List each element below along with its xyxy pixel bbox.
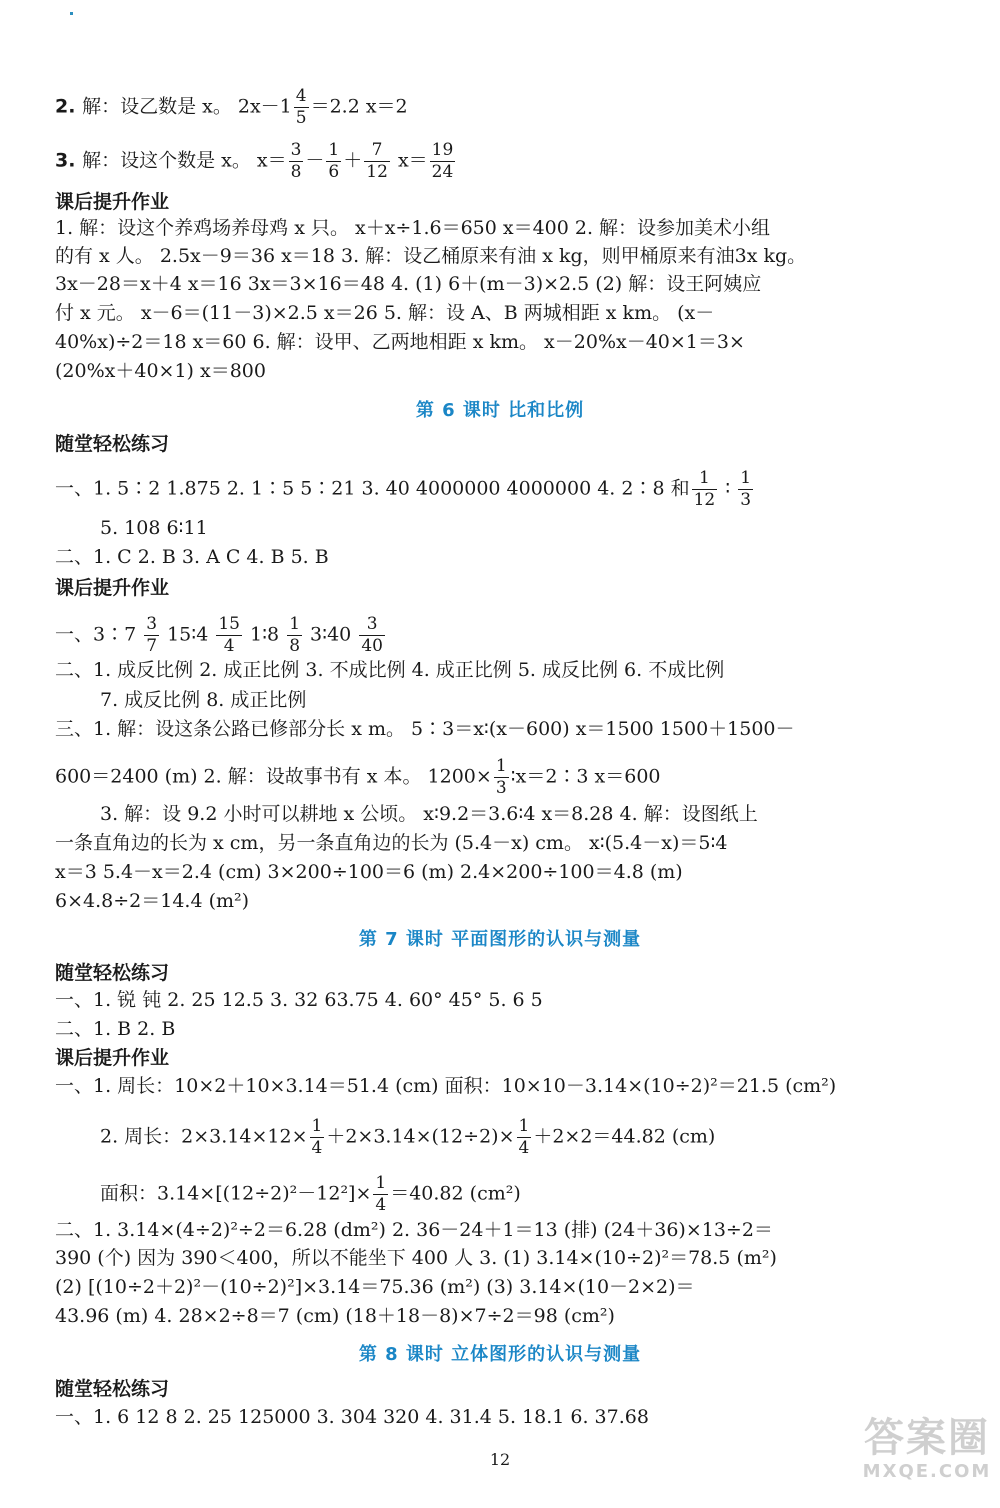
subsection-heading: 随堂轻松练习 [55,433,170,455]
numerator: 1 [495,756,507,776]
section-title: 第 6 课时 比和比例 [415,400,585,421]
numerator: 1 [311,1116,323,1136]
fraction [294,88,309,127]
numerator: 1 [289,614,301,634]
numerator: 4 [295,86,307,106]
answer-line: 40%x)÷2＝18 x＝60 6. 解：设甲、乙两地相距 x km。 x－20%x－40×1＝3× [55,331,745,353]
denominator: 4 [518,1138,530,1158]
fraction [494,758,509,797]
equation-text: x＝ [391,149,428,172]
answer-text: ∶x＝2∶3 x＝600 [510,765,661,788]
answer-text: ＋2×3.14×(12÷2)× [326,1125,515,1148]
answer-line: 二、1. C 2. B 3. A C 4. B 5. B [55,546,329,568]
denominator: 4 [311,1138,323,1158]
fraction [289,142,304,181]
answer-line [55,470,1000,509]
answer-line: 二、1. B 2. B [55,1018,176,1040]
answer-text: 15∶4 [161,623,215,646]
denominator: 5 [295,108,307,128]
denominator: 40 [361,636,383,656]
fraction [364,142,390,181]
answer-line: 一、1. 锐 钝 2. 25 12.5 3. 32 63.75 4. 60° 45° 5. 6 5 [55,989,543,1011]
fraction [326,142,341,181]
answer-text: 一、1. 5∶2 1.875 2. 1∶5 5∶21 3. 40 4000000 4000000 4. 2∶8 和 [55,477,690,500]
fraction [216,616,242,655]
fraction [517,1118,532,1157]
answer-line: 43.96 (m) 4. 28×2÷8＝7 (cm) (18＋18－8)×7÷2＝98 (cm²) [55,1305,615,1327]
numerator: 1 [328,140,340,160]
corner-mark [70,12,73,15]
subsection-heading: 课后提升作业 [55,577,170,599]
fraction [144,616,159,655]
watermark-logo [862,1415,992,1490]
answer-line: 一条直角边的长为 x cm，另一条直角边的长为 (5.4－x) cm。 x∶(5.4－x)＝5∶4 [55,832,728,854]
watermark-url: MXQE.COM [862,1461,992,1482]
answer-line: 5. 108 6∶11 [100,517,208,539]
answer-line: (2) [(10÷2＋2)²－(10÷2)²]×3.14＝75.36 (m²) (3) 3.14×(10－2×2)＝ [55,1276,695,1298]
subsection-heading: 随堂轻松练习 [55,962,170,984]
numerator: 7 [364,142,390,162]
subsection-heading: 课后提升作业 [55,191,170,213]
answer-line [100,1175,1000,1214]
section-title: 第 7 课时 平面图形的认识与测量 [358,929,642,950]
denominator: 4 [223,636,235,656]
numerator: 1 [740,468,752,488]
item-number: 2. [55,95,83,118]
fraction [692,470,718,509]
fraction [359,616,385,655]
answer-line [55,758,1000,797]
fraction [738,470,753,509]
answer-text: ＋2×2＝44.82 (cm) [533,1125,716,1148]
answer-line: x＝3 5.4－x＝2.4 (cm) 3×200÷100＝6 (m) 2.4×200÷100＝4.8 (m) [55,861,683,883]
denominator: 7 [146,636,158,656]
answer-text: ＝40.82 (cm²) [390,1182,521,1205]
answer-line: 二、1. 3.14×(4÷2)²÷2＝6.28 (dm²) 2. 36－24＋1＝13 (排) (24＋36)×13÷2＝ [55,1219,773,1241]
answer-text: 600＝2400 (m) 2. 解：设故事书有 x 本。 1200× [55,765,492,788]
answer-line: (20%x＋40×1) x＝800 [55,360,266,382]
operator: － [305,149,325,172]
answer-line [100,1118,1000,1157]
denominator: 4 [375,1195,387,1215]
answer-line-3 [55,142,1000,181]
answer-line: 7. 成反比例 8. 成正比例 [100,689,307,711]
subsection-heading: 课后提升作业 [55,1047,170,1069]
answer-line: 6×4.8÷2＝14.4 (m²) [55,890,250,912]
operator: ∶ [719,477,737,500]
denominator: 3 [740,490,752,510]
fraction [310,1118,325,1157]
answer-line: 付 x 元。 x－6＝(11－3)×2.5 x＝26 5. 解：设 A、B 两城相距 x km。 (x－ [55,302,715,324]
fraction [287,616,302,655]
denominator: 12 [693,490,716,510]
numerator: 3 [290,140,302,160]
answer-text: 面积：3.14×[(12÷2)²－12²]× [100,1182,372,1205]
equation-text: 解：设乙数是 x。 2x－1 [82,95,292,118]
item-number: 3. [55,149,83,172]
answer-line: 1. 解：设这个养鸡场养母鸡 x 只。 x＋x÷1.6＝650 x＝400 2. 解：设参加美术小组 [55,217,771,239]
fraction [373,1175,388,1214]
numerator: 15 [218,614,240,634]
operator: ＋ [343,149,363,172]
answer-text: 1∶8 [243,623,286,646]
denominator: 24 [431,162,454,182]
answer-line: 一、1. 周长：10×2＋10×3.14＝51.4 (cm) 面积：10×10－3.14×(10÷2)²＝21.5 (cm²) [55,1075,837,1097]
equation-text: 解：设这个数是 x。 x＝ [82,149,287,172]
answer-text: 2. 周长：2×3.14×12× [100,1125,308,1148]
answer-line: 3x－28＝x＋4 x＝16 3x＝3×16＝48 4. (1) 6＋(m－3)×2.5 (2) 解：设王阿姨应 [55,273,762,295]
answer-text: 一、3∶7 [55,623,143,646]
answer-line: 的有 x 人。 2.5x－9＝36 x＝18 3. 解：设乙桶原来有油 x kg，则甲桶原来有油3x kg。 [55,245,807,267]
page-number: 12 [489,1450,511,1469]
answer-line-2 [55,88,1000,127]
numerator: 3 [359,616,385,636]
numerator: 1 [375,1173,387,1193]
answer-line: 390 (个) 因为 390＜400，所以不能坐下 400 人 3. (1) 3.14×(10÷2)²＝78.5 (m²) [55,1247,777,1269]
answer-line: 三、1. 解：设这条公路已修部分长 x m。 5∶3＝x∶(x－600) x＝1500 1500＋1500－ [55,718,795,740]
fraction [430,142,456,181]
answer-line [55,616,1000,655]
numerator: 1 [518,1116,530,1136]
equation-text: ＝2.2 x＝2 [310,95,408,118]
answer-line: 一、1. 6 12 8 2. 25 125000 3. 304 320 4. 31.4 5. 18.1 6. 37.68 [55,1406,649,1428]
subsection-heading: 随堂轻松练习 [55,1378,170,1400]
numerator: 3 [146,614,158,634]
denominator: 12 [366,162,388,182]
answer-text: 3∶40 [304,623,358,646]
watermark-text: 答案圈 [864,1415,990,1461]
denominator: 8 [289,636,301,656]
answer-line: 二、1. 成反比例 2. 成正比例 3. 不成比例 4. 成正比例 5. 成反比例 6. 不成比例 [55,659,725,681]
denominator: 8 [290,162,302,182]
numerator: 19 [431,140,454,160]
section-title: 第 8 课时 立体图形的认识与测量 [358,1344,642,1365]
answer-line: 3. 解：设 9.2 小时可以耕地 x 公顷。 x∶9.2＝3.6∶4 x＝8.28 4. 解：设图纸上 [100,803,758,825]
denominator: 3 [495,778,507,798]
denominator: 6 [328,162,340,182]
numerator: 1 [692,470,718,490]
